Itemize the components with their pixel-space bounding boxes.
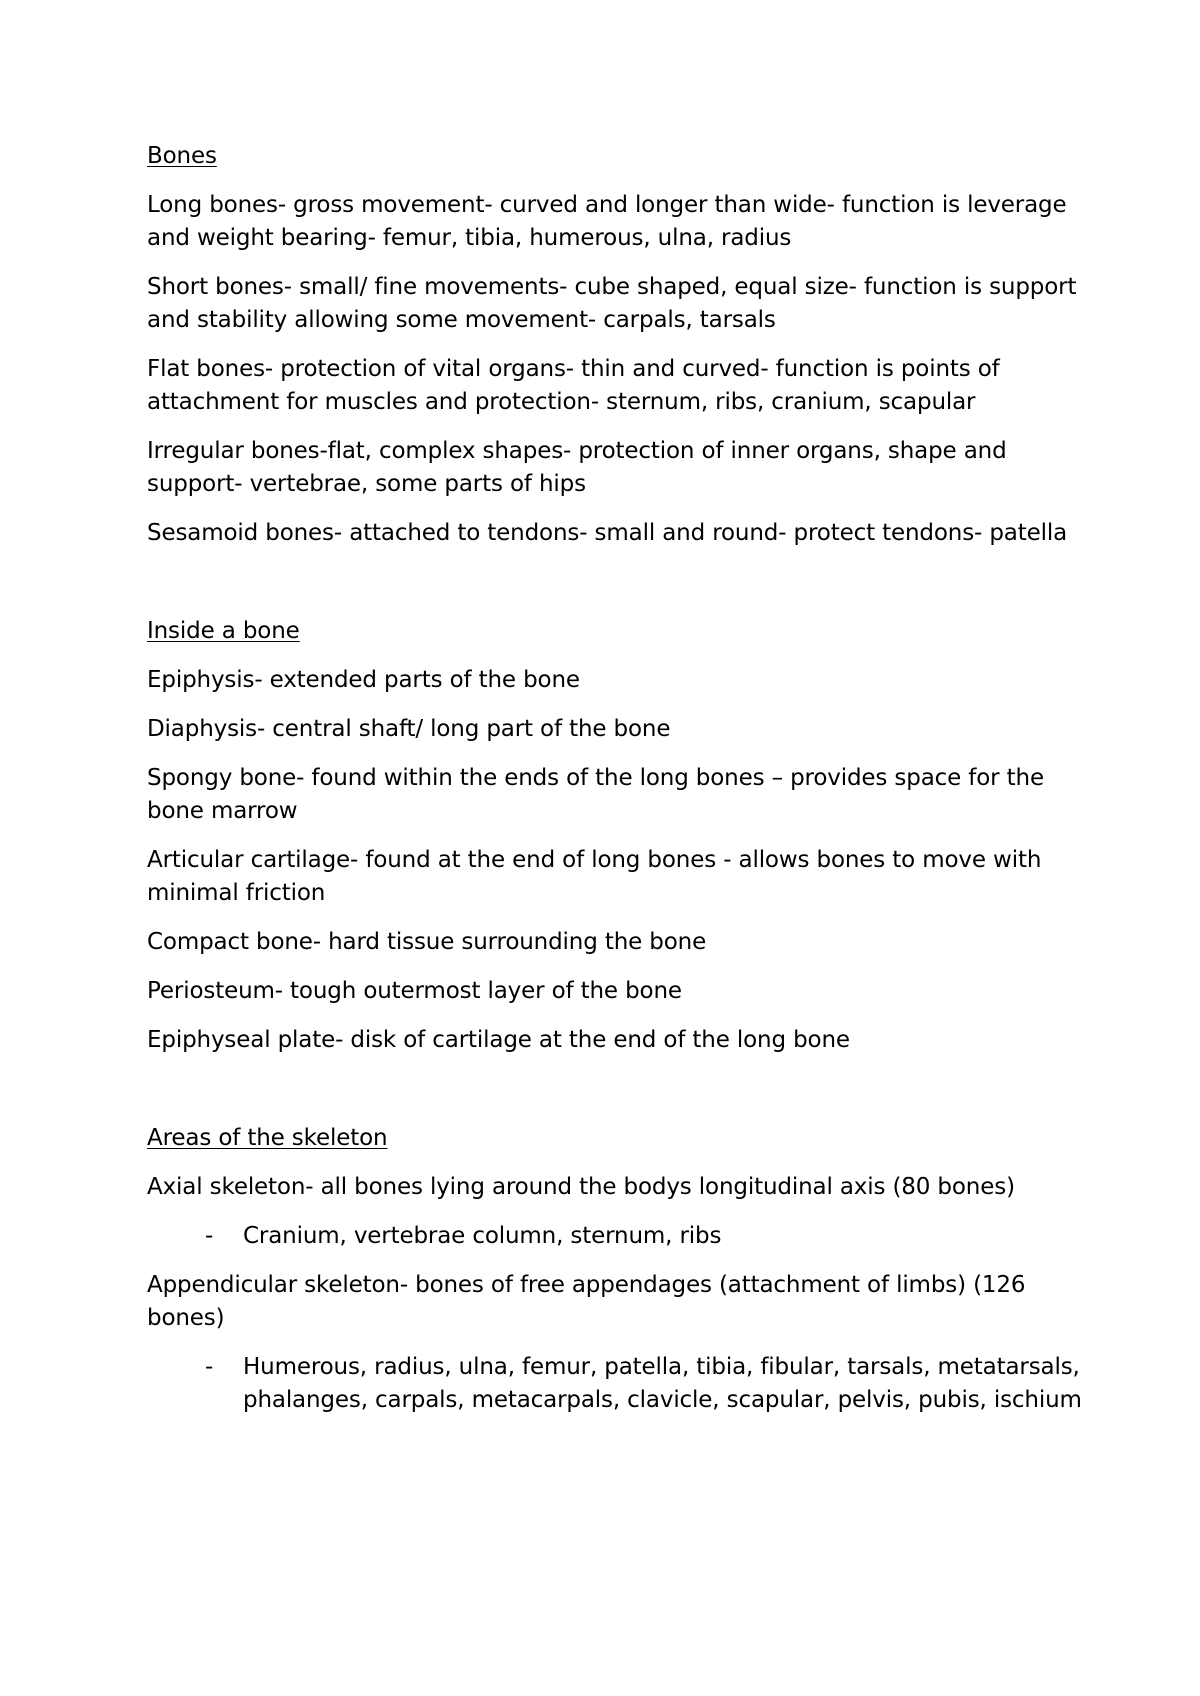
list-dash: - [205,1223,214,1249]
paragraph-axial-skeleton: Axial skeleton- all bones lying around the bodys longitudinal axis (80 bones) [147,1174,1015,1200]
paragraph-flat-bones: Flat bones- protection of vital organs- thin and curved- function is points of attachment for muscles and protection- sternum, ribs, cranium, scapular [147,356,1000,415]
section-heading-bones: Bones [147,143,217,169]
document-page [147,140,1087,1433]
paragraph-appendicular-skeleton: Appendicular skeleton- bones of free appendages (attachment of limbs) (126 bones) [147,1272,1026,1331]
paragraph-epiphyseal-plate: Epiphyseal plate- disk of cartilage at the end of the long bone [147,1027,850,1053]
section-spacer [147,1073,1087,1122]
paragraph-articular-cartilage: Articular cartilage- found at the end of long bones - allows bones to move with minimal friction [147,847,1042,906]
section-spacer [147,566,1087,615]
list-item-text: Humerous, radius, ulna, femur, patella, tibia, fibular, tarsals, metatarsals, phalanges, carpals, metacarpals, clavicle, scapular, pelvis, pubis, ischium [243,1354,1082,1413]
paragraph-diaphysis: Diaphysis- central shaft/ long part of the bone [147,716,671,742]
paragraph-sesamoid-bones: Sesamoid bones- attached to tendons- small and round- protect tendons- patella [147,520,1068,546]
paragraph-spongy-bone: Spongy bone- found within the ends of the long bones – provides space for the bone marrow [147,765,1044,824]
list-item-axial-bones [147,1220,1087,1253]
paragraph-compact-bone: Compact bone- hard tissue surrounding the bone [147,929,707,955]
list-item-appendicular-bones [147,1351,1087,1417]
section-heading-inside-a-bone: Inside a bone [147,618,300,644]
paragraph-long-bones: Long bones- gross movement- curved and longer than wide- function is leverage and weight bearing- femur, tibia, humerous, ulna, radius [147,192,1067,251]
list-item-text: Cranium, vertebrae column, sternum, ribs [243,1223,722,1249]
list-dash: - [205,1354,214,1380]
paragraph-epiphysis: Epiphysis- extended parts of the bone [147,667,580,693]
paragraph-irregular-bones: Irregular bones-flat, complex shapes- protection of inner organs, shape and support- vertebrae, some parts of hips [147,438,1007,497]
paragraph-periosteum: Periosteum- tough outermost layer of the bone [147,978,682,1004]
paragraph-short-bones: Short bones- small/ fine movements- cube shaped, equal size- function is support and stability allowing some movement- carpals, tarsals [147,274,1077,333]
section-heading-areas-of-skeleton: Areas of the skeleton [147,1125,388,1151]
